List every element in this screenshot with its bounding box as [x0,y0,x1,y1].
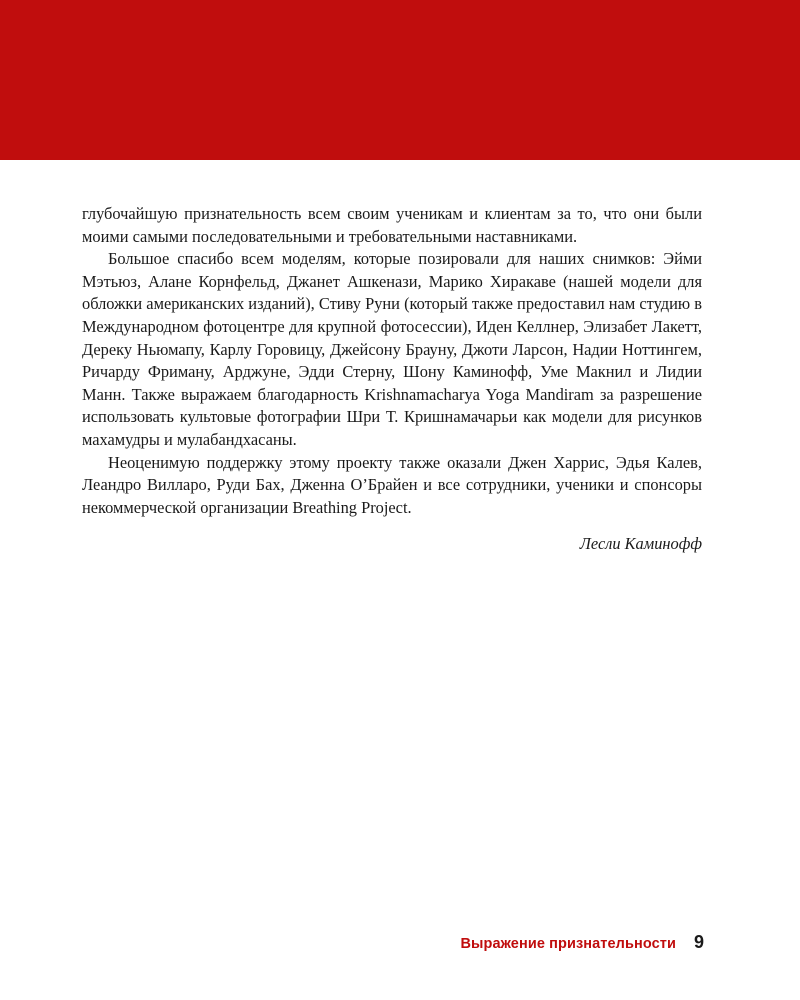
footer-chapter-title: Выражение признательности [460,936,676,952]
paragraph-2: Большое спасибо всем моделям, которые позировали для наших снимков: Эйми Мэтьюз, Алане Корнфельд, Джанет Ашкенази, Марико Хиракаве (нашей модели для обложки американских изданий), Стиву Руни (который также предоставил нам студию в Международном фотоцентре для крупной фотосессии), Иден Келлнер, Элизабет Лакетт, Дереку Ньюмапу, Карлу Горовицу, Джейсону Брауну, Джоти Ларсон, Надии Ноттингем, Ричарду Фриману, Арджуне, Эдди Стерну, Шону Каминофф, Уме Макнил и Лидии Манн. Также выражаем благодарность Krishnamacharya Yoga Mandiram за разрешение использовать культовые фотографии Шри Т. Кришнамачарьи как модели для рисунков махамудры и мулабандхасаны. [82,249,702,449]
footer-page-number: 9 [693,932,704,952]
paragraph-1: глубочайшую признательность всем своим ученикам и клиентам за то, что они были моими самыми последовательными и требовательными наставниками. [82,204,702,246]
page-footer [0,932,800,953]
author-signature: Лесли Каминофф [579,534,702,554]
header-color-band [0,0,800,160]
paragraph-3: Неоценимую поддержку этому проекту также оказали Джен Харрис, Эдья Калев, Леандро Вилларо, Руди Бах, Дженна О’Брайен и все сотрудники, ученики и спонсоры некоммерческой организации Breathing Project. [82,452,702,517]
body-text-block [82,203,702,556]
